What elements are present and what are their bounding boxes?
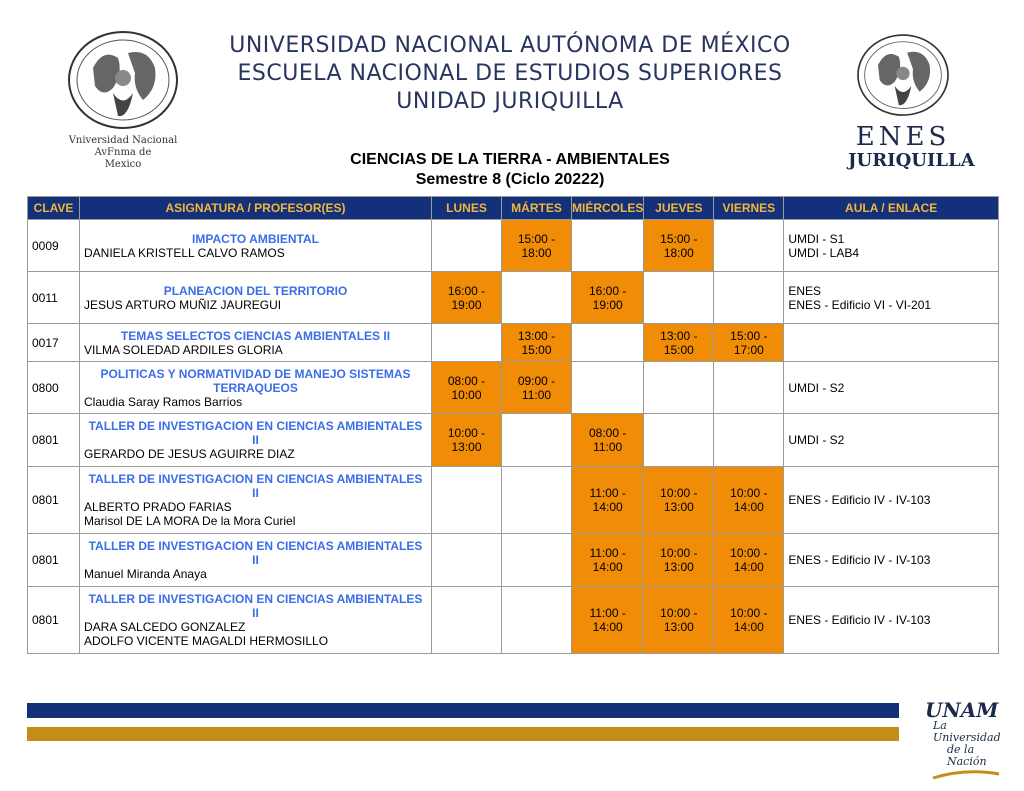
time-slot-cell (714, 467, 784, 534)
aula-cell (784, 587, 999, 654)
subject-name: IMPACTO AMBIENTAL (192, 231, 319, 246)
subject-name: POLITICAS Y NORMATIVIDAD DE MANEJO SISTEMAS TERRAQUEOS (100, 366, 411, 395)
semester-title: Semestre 8 (Ciclo 20222) (415, 171, 605, 188)
aula-entry: ENES - Edificio IV - IV-103 (788, 493, 931, 507)
professor-name: JESUS ARTURO MUÑIZ JAUREGUI (84, 297, 282, 312)
clave-cell: 0801 (28, 467, 80, 534)
time-slot-cell (502, 414, 572, 467)
time-slot-cell (644, 587, 714, 654)
unam-footer-logo (925, 700, 1015, 780)
time-slot: 13:00 - 15:00 (660, 328, 698, 357)
time-slot: 16:00 - 19:00 (588, 283, 627, 312)
time-slot: 08:00 - 11:00 (588, 426, 627, 454)
time-slot-cell (714, 362, 784, 414)
time-slot-cell (644, 324, 714, 362)
time-slot-cell (714, 534, 784, 587)
time-slot-cell (714, 414, 784, 467)
unam-seal-left (60, 28, 186, 178)
time-slot-cell (432, 534, 502, 587)
time-slot: 13:00 - 15:00 (517, 328, 556, 357)
time-slot-cell (502, 587, 572, 654)
time-slot: 10:00 - 14:00 (730, 606, 768, 634)
aula-cell (784, 534, 999, 587)
unam-tagline: de la Nación (947, 743, 987, 768)
clave-cell: 0801 (28, 414, 80, 467)
subject-name: TEMAS SELECTOS CIENCIAS AMBIENTALES II (120, 328, 391, 343)
unam-seal-icon (63, 28, 183, 133)
time-slot: 10:00 - 13:00 (660, 606, 698, 634)
enes-wordmark: ENES (855, 122, 951, 152)
professor-name: ALBERTO PRADO FARIAS (84, 500, 232, 514)
juriquilla-wordmark: JURIQUILLA (848, 150, 975, 171)
subject-cell (80, 534, 432, 587)
clave-cell: 0011 (28, 272, 80, 324)
time-slot-cell (714, 272, 784, 324)
aula-entry: ENES - Edificio IV - IV-103 (788, 553, 931, 567)
time-slot-cell (644, 272, 714, 324)
table-row (28, 324, 999, 362)
aula-entry: ENES - Edificio VI - VI-201 (788, 297, 932, 312)
subject-cell (80, 467, 432, 534)
swoosh-icon (931, 770, 1001, 780)
time-slot: 10:00 - 13:00 (447, 426, 486, 454)
column-header: VIERNES (714, 197, 784, 220)
aula-entry: ENES - Edificio IV - IV-103 (788, 613, 931, 627)
time-slot: 10:00 - 13:00 (660, 546, 698, 574)
time-slot-cell (502, 467, 572, 534)
time-slot: 10:00 - 13:00 (660, 486, 698, 514)
schedule-table (27, 196, 999, 654)
subject-name: PLANEACION DEL TERRITORIO (163, 283, 348, 298)
clave-cell: 0801 (28, 587, 80, 654)
column-header: CLAVE (28, 197, 80, 220)
aula-cell (784, 362, 999, 414)
time-slot-cell (572, 414, 644, 467)
table-row (28, 220, 999, 272)
professor-name: Claudia Saray Ramos Barrios (84, 394, 243, 409)
column-header: AULA / ENLACE (784, 197, 999, 220)
column-header: JUEVES (644, 197, 714, 220)
column-header: ASIGNATURA / PROFESOR(ES) (80, 197, 432, 220)
time-slot-cell (644, 414, 714, 467)
subject-name: TALLER DE INVESTIGACION EN CIENCIAS AMBIENTALES II (88, 419, 423, 447)
aula-cell (784, 467, 999, 534)
program-title: CIENCIAS DE LA TIERRA - AMBIENTALES (350, 151, 670, 168)
enes-logo (848, 28, 975, 188)
footer-bar-gold (27, 727, 899, 741)
time-slot-cell (572, 467, 644, 534)
time-slot-cell (714, 587, 784, 654)
unam-seal-icon (853, 28, 953, 123)
time-slot-cell (572, 220, 644, 272)
professor-name: VILMA SOLEDAD ARDILES GLORIA (84, 342, 283, 357)
time-slot-cell (572, 587, 644, 654)
table-row (28, 362, 999, 414)
subject-cell (80, 414, 432, 467)
aula-entry: UMDI - S2 (788, 380, 845, 395)
time-slot-cell (502, 220, 572, 272)
time-slot-cell (432, 467, 502, 534)
time-slot-cell (714, 324, 784, 362)
professor-name: GERARDO DE JESUS AGUIRRE DIAZ (84, 447, 295, 461)
aula-entry: UMDI - S1 (788, 231, 845, 246)
aula-cell (784, 324, 999, 362)
time-slot: 11:00 - 14:00 (589, 486, 626, 514)
clave-cell: 0800 (28, 362, 80, 414)
table-row (28, 587, 999, 654)
aula-entry: UMDI - LAB4 (788, 245, 860, 260)
clave-cell: 0009 (28, 220, 80, 272)
time-slot-cell (432, 324, 502, 362)
time-slot: 11:00 - 14:00 (589, 546, 626, 574)
schedule-title (230, 150, 790, 190)
aula-entry: ENES (788, 283, 822, 298)
aula-cell (784, 414, 999, 467)
time-slot-cell (502, 272, 572, 324)
time-slot-cell (644, 362, 714, 414)
time-slot-cell (432, 272, 502, 324)
subject-cell (80, 220, 432, 272)
aula-cell (784, 272, 999, 324)
clave-cell: 0801 (28, 534, 80, 587)
table-row (28, 467, 999, 534)
column-header: MÁRTES (502, 197, 572, 220)
subject-cell (80, 272, 432, 324)
unam-tagline: La Universidad (933, 719, 1001, 744)
time-slot-cell (572, 362, 644, 414)
time-slot-cell (432, 414, 502, 467)
header-line-university: UNIVERSIDAD NACIONAL AUTÓNOMA DE MÉXICO (229, 33, 791, 58)
time-slot: 10:00 - 14:00 (730, 546, 768, 574)
time-slot: 09:00 - 11:00 (517, 373, 556, 402)
time-slot-cell (432, 587, 502, 654)
professor-name: Manuel Miranda Anaya (84, 567, 207, 581)
professor-name: DANIELA KRISTELL CALVO RAMOS (84, 245, 285, 260)
professor-name: DARA SALCEDO GONZALEZ (84, 620, 246, 634)
subject-cell (80, 587, 432, 654)
time-slot-cell (432, 362, 502, 414)
time-slot: 15:00 - 18:00 (660, 231, 698, 260)
aula-entry: UMDI - S2 (788, 433, 845, 447)
header-line-school: ESCUELA NACIONAL DE ESTUDIOS SUPERIORES (237, 61, 783, 86)
subject-name: TALLER DE INVESTIGACION EN CIENCIAS AMBIENTALES II (88, 592, 423, 620)
table-row (28, 534, 999, 587)
time-slot-cell (644, 467, 714, 534)
aula-cell (784, 220, 999, 272)
table-row (28, 272, 999, 324)
time-slot: 08:00 - 10:00 (447, 373, 486, 402)
column-header: MIÉRCOLES (572, 197, 644, 220)
time-slot: 16:00 - 19:00 (447, 283, 486, 312)
subject-cell (80, 362, 432, 414)
time-slot: 10:00 - 14:00 (730, 486, 768, 514)
table-row (28, 414, 999, 467)
time-slot-cell (572, 272, 644, 324)
seal-caption-line: Mexico (104, 159, 142, 170)
time-slot: 15:00 - 17:00 (730, 328, 768, 357)
time-slot-cell (572, 324, 644, 362)
subject-name: TALLER DE INVESTIGACION EN CIENCIAS AMBIENTALES II (88, 539, 423, 567)
time-slot-cell (502, 362, 572, 414)
time-slot-cell (714, 220, 784, 272)
header-line-unit: UNIDAD JURIQUILLA (396, 89, 624, 114)
seal-caption-line: AvFnma de (94, 147, 152, 158)
column-header: LUNES (432, 197, 502, 220)
time-slot: 11:00 - 14:00 (589, 606, 626, 634)
subject-name: TALLER DE INVESTIGACION EN CIENCIAS AMBIENTALES II (88, 472, 423, 500)
time-slot-cell (644, 220, 714, 272)
time-slot: 15:00 - 18:00 (517, 231, 556, 260)
time-slot-cell (644, 534, 714, 587)
time-slot-cell (502, 534, 572, 587)
time-slot-cell (572, 534, 644, 587)
university-header (200, 32, 820, 116)
subject-cell (80, 324, 432, 362)
unam-wordmark: UNAM (925, 698, 999, 722)
time-slot-cell (432, 220, 502, 272)
time-slot-cell (502, 324, 572, 362)
clave-cell: 0017 (28, 324, 80, 362)
table-header-row (28, 197, 999, 220)
footer-bar-blue (27, 703, 899, 718)
seal-caption-line: Vniversidad Nacional (68, 135, 178, 146)
professor-name: ADOLFO VICENTE MAGALDI HERMOSILLO (84, 634, 329, 648)
professor-name: Marisol DE LA MORA De la Mora Curiel (84, 514, 296, 528)
